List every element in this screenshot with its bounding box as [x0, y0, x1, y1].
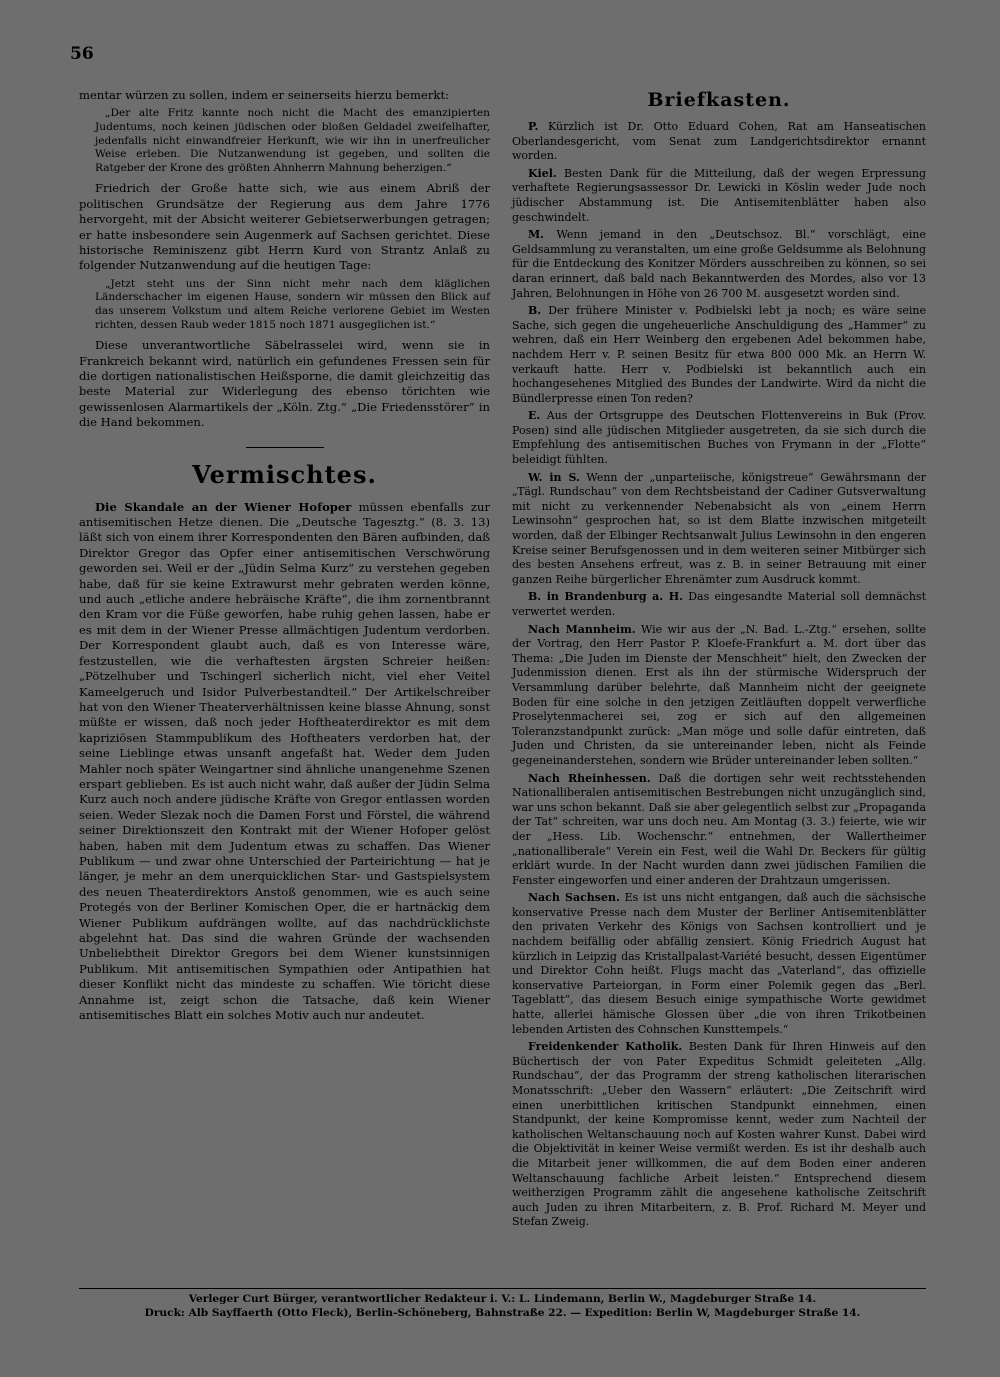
- mailbox-entry: [512, 304, 926, 406]
- mailbox-entry-addressee: W. in S.: [528, 470, 580, 484]
- mailbox-entry: [512, 167, 926, 225]
- section-heading-vermischtes: Vermischtes.: [192, 459, 377, 489]
- mailbox-entry-addressee: Nach Sachsen.: [528, 891, 620, 905]
- paragraph-frederick: Friedrich der Große hatte sich, wie aus einem Abriß der politischen Grundsätze der Regierung aus dem Jahre 1776 hervorgeht, mit der Absicht weiterer Gebietserwerbungen getragen; er hatte insbesondere sein Augenmerk auf Sachsen gerichtet. Diese historische Reminiszenz gibt Herrn Kurd von Strantz Anlaß zu folgender Nutzanwendung auf die heutigen Tage:: [79, 181, 490, 273]
- mailbox-entry-text: Wenn der „unparteiische, königstreue“ Gewährsmann der „Tägl. Rundschau“ von dem Rechtsbeistand der Cadiner Gutsverwaltung mit nicht zu verkennender Nebenabsicht als von „einem Herrn Lewinsohn“ gesprochen hat, so ist dem Blatte inzwischen mitgeteilt worden, daß der Elbinger Rechtsanwalt Julius Lewinsohn in den engeren Kreise seiner Berufsgenossen und in dem weiteren seiner Mitbürger sich des besten Ansehens erfreut, was z. B. in seiner Betrauung mit einer ganzen Reihe bürgerlicher Ehrenämter zum Ausdruck kommt.: [512, 470, 926, 586]
- mailbox-entry-text: Aus der Ortsgruppe des Deutschen Flottenvereins in Buk (Prov. Posen) sind alle jüdischen Mitglieder ausgetreten, da sie sich durch die Empfehlung des antisemitischen Buches von Frymann in der „Flotte“ beleidigt fühlten.: [512, 409, 927, 467]
- mailbox-entry: [512, 1040, 926, 1230]
- mailbox-entry-addressee: B. in Brandenburg a. H.: [528, 590, 683, 604]
- mailbox-entry-text: Besten Dank für Ihren Hinweis auf den Büchertisch der von Pater Expeditus Schmidt geleiteten „Allg. Rundschau“, der das Programm der streng katholischen literarischen Monatsschrift: „Ueber den Wassern“ erläutert: „Die Zeitschrift wird einen unerbittlichen kritischen Standpunkt einnehmen, einen Standpunkt, der keine Kompromisse kennt, weder zum Nachteil der katholischen Weltanschauung noch auf Kosten wahrer Kunst. Dabei wird die Objektivität in keiner Weise vermißt werden. Es ist ihr deshalb auch die Mitarbeit jener willkommen, die auf dem Boden einer anderen Weltanschauung fachliche Arbeit leisten.“ Entsprechend diesem weitherzigen Programm zählt die angesehene katholische Zeitschrift auch Juden zu ihren Mitarbeitern, z. B. Prof. Richard M. Meyer und Stefan Zweig.: [512, 1040, 927, 1229]
- imprint-publisher: Verleger Curt Bürger, verantwortlicher Redakteur i. V.: L. Lindemann, Berlin W., Magdeburger Straße 14.: [188, 1293, 817, 1305]
- quote-frederick: „Der alte Fritz kannte noch nicht die Macht des emanzipierten Judentums, noch keinen jüdischen oder bloßen Geldadel zweifelhafter, jedenfalls nicht einwandfreier Herkunft, wie wir ihn in unerfreulicher Weise erleben. Die Nutzanwendung ist gegeben, und sollten die Ratgeber der Krone des größten Ahnherrn Mahnung beherzigen.“: [95, 107, 490, 174]
- mailbox-entry-addressee: B.: [528, 304, 542, 318]
- mailbox-entry-text: Es ist uns nicht entgangen, daß auch die sächsische konservative Presse nach dem Muster der Berliner Antisemitenblätter den privaten Verkehr des Königs von Sachsen kontrolliert und je nachdem beifällig oder abfällig zensiert. König Friedrich August hat kürzlich in Leipzig das Kristallpalast-Variété besucht, dessen Eigentümer und Direktor Cohn heißt. Flugs macht das „Vaterland“, das offizielle konservative Parteiorgan, in Form einer Polemik gegen das „Berl. Tageblatt“, das diesem Besuch einige sympathische Worte gewidmet hatte, allerlei hämische Glossen über „die von ihren Trikotbeinen lebenden Artisten des Cohnschen Kunsttempels.“: [512, 891, 927, 1036]
- imprint-printer: Druck: Alb Sayffaerth (Otto Fleck), Berlin-Schöneberg, Bahnstraße 22. — Expedition: Berlin W, Magdeburger Straße 14.: [144, 1307, 861, 1319]
- mailbox-entry: [512, 409, 926, 467]
- section-divider: [246, 447, 324, 448]
- mailbox-entry: [512, 120, 926, 164]
- quote-strantz: „Jetzt steht uns der Sinn nicht mehr nach dem kläglichen Länderschacher im eigenen Hause, sondern wir müssen den Blick auf das unserem Volkstum und altem Reiche verlorene Gebiet im Westen richten, dessen Raub weder 1815 noch 1871 ausgeglichen ist.“: [95, 277, 490, 331]
- mailbox-entries: [512, 120, 926, 1230]
- mailbox-entry-addressee: Freidenkender Katholik.: [528, 1040, 683, 1054]
- mailbox-entry: [512, 772, 926, 889]
- mailbox-entry-addressee: E.: [528, 409, 541, 423]
- mailbox-entry: [512, 228, 926, 301]
- mailbox-entry-text: Wie wir aus der „N. Bad. L.-Ztg.“ ersehen, sollte der Vortrag, den Herr Pastor P. Kloefe-Frankfurt a. M. dort über das Thema: „Die Juden im Dienste der Menschheit“ hielt, den Zwecken der Judenmission dienen. Erst als ihn der stürmische Widerspruch der Versammlung darüber belehrte, daß Mannheim nicht der geeignete Boden für eine solche in den jetzigen Zeitläuften doppelt verwerfliche Proselytenmacherei sei, zog er sich auf den allgemeinen Toleranzstandpunkt zurück: „Man möge und solle dafür eintreten, daß Juden und Christen, da sie untereinander leben, nicht als Feinde gegeneinanderstehen, sondern wie Brüder untereinander leben sollten.“: [512, 622, 926, 767]
- mailbox-entry-addressee: Kiel.: [528, 166, 557, 180]
- paragraph-saebelrasselei: Diese unverantwortliche Säbelrasselei wird, wenn sie in Frankreich bekannt wird, natürlich ein gefundenes Fressen sein für die dortigen nationalistischen Heißsporne, die damit gleichzeitig das beste Material zur Widerlegung des ebenso törichten wie gewissenlosen Alarmartikels der „Köln. Ztg.“ „Die Friedensstörer“ in die Hand bekommen.: [79, 338, 490, 430]
- mailbox-entry-addressee: P.: [528, 120, 539, 133]
- intro-text: mentar würzen zu sollen, indem er seinerseits hierzu bemerkt:: [79, 88, 450, 102]
- mailbox-entry: [512, 471, 926, 588]
- mailbox-entry-addressee: Nach Mannheim.: [528, 622, 636, 636]
- mailbox-entry-addressee: Nach Rheinhessen.: [528, 771, 651, 785]
- imprint-footer: [79, 1288, 926, 1320]
- mailbox-entry-text: Daß die dortigen sehr weit rechtsstehenden Nationalliberalen antisemitischen Bestrebungen nicht unzugänglich sind, war uns schon bekannt. Daß sie aber gelegentlich selbst zur „Propaganda der Tat“ schreiten, war uns doch neu. Am Montag (3. 3.) feierte, wie wir der „Hess. Lib. Wochenschr.“ entnehmen, der Wallertheimer „nationalliberale“ Verein ein Fest, weil die Wahl Dr. Beckers für gültig erklärt wurde. In der Nacht wurden dann zwei jüdischen Familien die Fenster eingeworfen und einer anderen der Drahtzaun umgerissen.: [512, 771, 927, 887]
- article-hofoper: [79, 500, 490, 1024]
- page-number: 56: [70, 44, 94, 64]
- mailbox-entry-text: Besten Dank für die Mitteilung, daß der wegen Erpressung verhaftete Regierungsassessor Dr. Lewicki in Köslin weder Jude noch jüdischer Abstammung ist. Die Antisemitenblätter haben also geschwindelt.: [512, 166, 926, 224]
- mailbox-entry-text: Das eingesandte Material soll demnächst verwertet werden.: [512, 590, 926, 618]
- mailbox-entry-addressee: M.: [528, 228, 545, 242]
- mailbox-entry-text: Der frühere Minister v. Podbielski lebt ja noch; es wäre seine Sache, sich gegen die ungeheuerliche Anschuldigung des „Hammer“ zu wehren, daß ein Herr Weinberg den ergebenen Adel bekommen habe, nachdem Herr v. P. seinen Besitz für etwa 800 000 Mk. an Herrn W. verkauft hatte. Herr v. Podbielski ist bekanntlich auch ein hochangesehenes Mitglied des Bundes der Landwirte. Wird da nicht die Bündlerpresse einen Ton reden?: [512, 304, 926, 405]
- article-lead: Die Skandale an der Wiener Hofoper: [95, 499, 352, 514]
- section-heading-briefkasten: Briefkasten.: [647, 89, 791, 111]
- left-column: [79, 88, 490, 1023]
- mailbox-entry-text: Kürzlich ist Dr. Otto Eduard Cohen, Rat am Hanseatischen Oberlandesgericht, vom Senat zum Landgerichtsdirektor ernannt worden.: [512, 120, 927, 163]
- mailbox-entry: [512, 590, 926, 619]
- mailbox-entry: [512, 891, 926, 1037]
- right-column: [512, 88, 926, 1230]
- article-body: müssen ebenfalls zur antisemitischen Hetze dienen. Die „Deutsche Tagesztg.“ (8. 3. 13) läßt sich von einem ihrer Korrespondenten den Bären aufbinden, daß Direktor Gregor das Opfer einer antisemitischen Verschwörung geworden sei. Weil er der „Jüdin Selma Kurz“ zu verstehen gegeben habe, daß für sie keine Extrawurst mehr gebraten werden könne, und auch „etliche andere hebräische Kräfte“, die ihm zornentbrannt den Kram vor die Füße geworfen, habe ruhig gehen lassen, habe er es mit dem in der Wiener Presse allmächtigen Judentum verdorben. Der Korrespondent glaubt auch, daß es von Interesse wäre, festzustellen, wie die verhaftesten ärgsten Schreier heißen: „Pötzelhuber und Tschingerl sicherlich nicht, viel eher Veitel Kameelgeruch und Isidor Pulverbestandteil.“ Der Artikelschreiber hat von den Wiener Theaterverhältnissen keine blasse Ahnung, sonst müßte er wissen, daß noch jeder Hoftheaterdirektor es mit dem kapriziösen Stammpublikum des Hoftheaters verdorben hat, der seine Lieblinge etwas unsanft angefaßt hat. Weder dem Juden Mahler noch später Weingartner sind ähnliche unangenehme Szenen erspart geblieben. Es ist auch nicht wahr, daß außer der Jüdin Selma Kurz auch noch andere jüdische Kräfte von Gregor entlassen worden seien. Weder Slezak noch die Damen Forst und Förstel, die während seiner Direktionszeit den Kontrakt mit der Wiener Hofoper gelöst haben, haben mit dem Judentum etwas zu schaffen. Das Wiener Publikum — und zwar ohne Unterschied der Parteirichtung — hat je länger, je mehr an dem unerquicklichen Star- und Gastspielsystem des neuen Theaterdirektors Anstoß genommen, wie es auch seine Protegés von der Berliner Komischen Oper, die er hartnäckig dem Wiener Publikum aufdrängen wollte, auf das nachdrücklichste abgelehnt hat. Das sind die wahren Gründe der wachsenden Unbeliebtheit Direktor Gregors bei dem Wiener kunstsinnigen Publikum. Mit antisemitischen Sympathien oder Antipathien hat dieser Konflikt nicht das mindeste zu schaffen. Wie töricht diese Annahme ist, zeigt schon die Tatsache, daß kein Wiener antisemitisches Blatt ein solches Motiv auch nur andeutet.: [79, 499, 490, 1023]
- mailbox-entry: [512, 623, 926, 769]
- mailbox-entry-text: Wenn jemand in den „Deutschsoz. Bl.“ vorschlägt, eine Geldsammlung zu veranstalten, um eine große Geldsumme als Belohnung für die Entdeckung des Konitzer Mörders ausschreiben zu können, so sei daran erinnert, daß bald nach Bekanntwerden des Mordes, also vor 13 Jahren, Belohnungen in Höhe von 26 700 M. ausgesetzt worden sind.: [512, 228, 927, 300]
